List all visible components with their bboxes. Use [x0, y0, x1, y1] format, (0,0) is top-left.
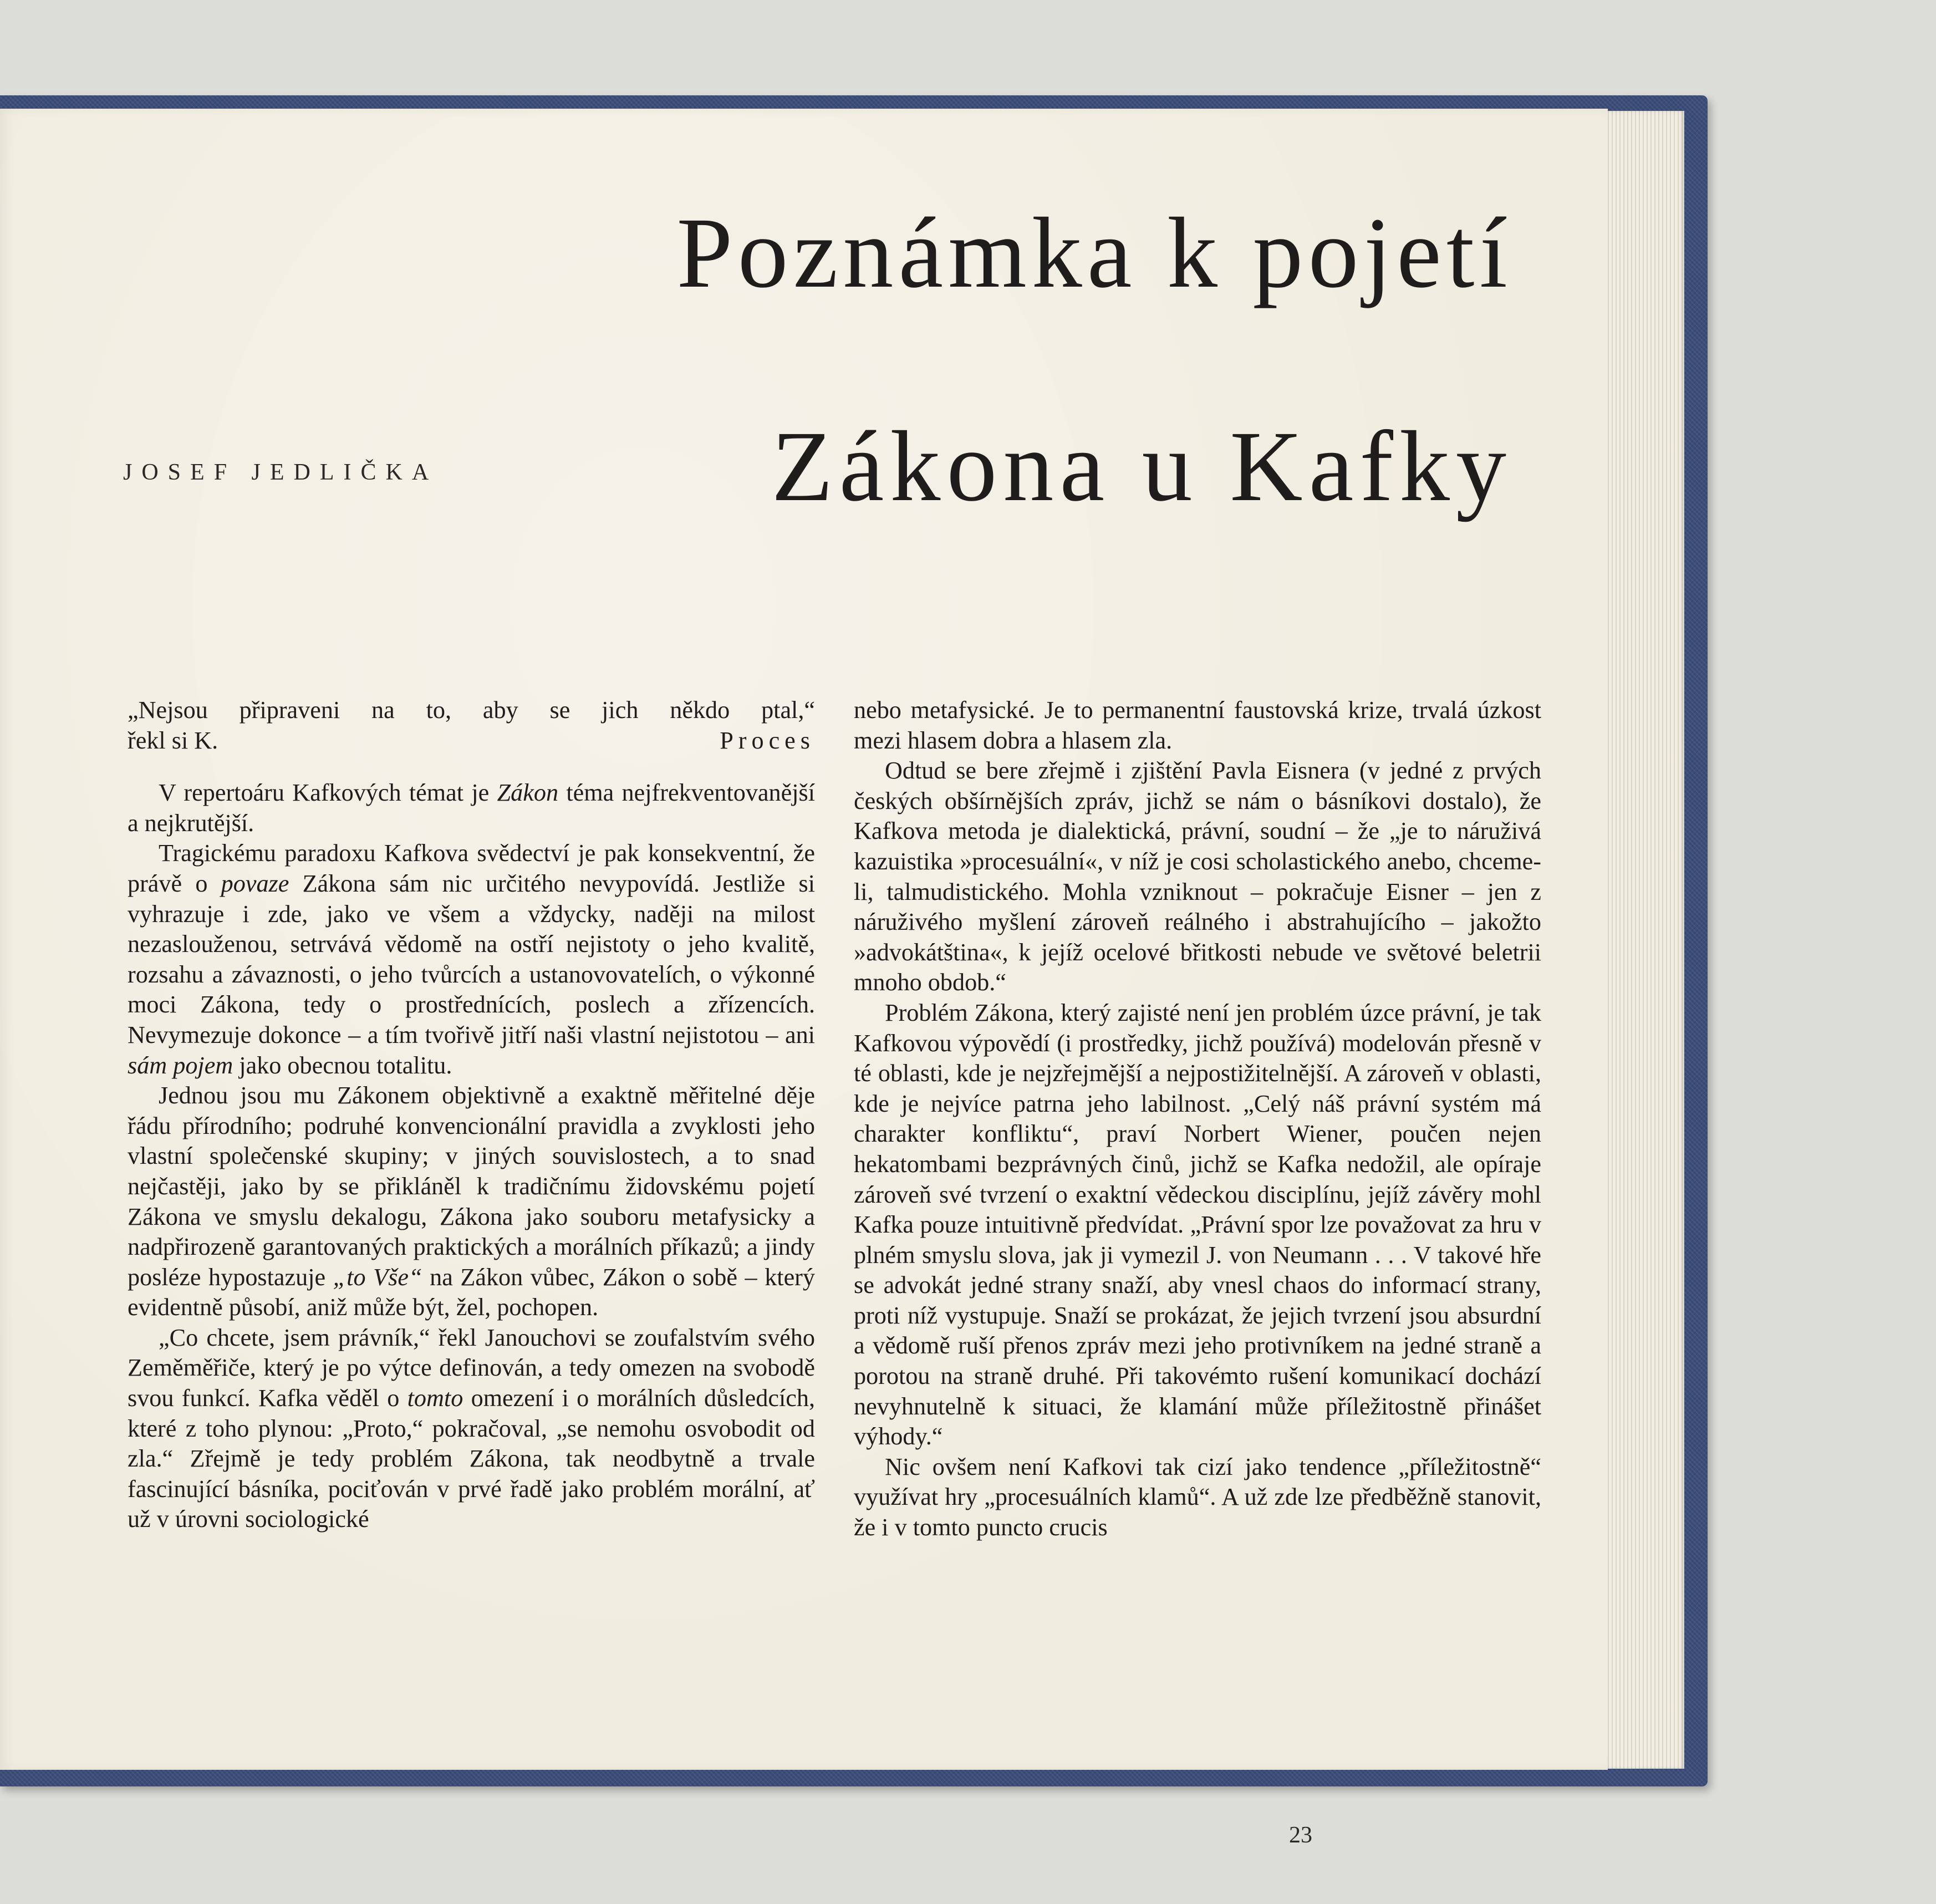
paragraph: Problém Zákona, který zajisté není jen problém úzce právní, je tak Kafkovou výpovědí (i prostředky, jichž používá) modelován přesně v té oblasti, kde je nejzřejmější a nejpostižitelnější. A zároveň v oblasti, kde je nejvíce patrna jeho labilnost. „Celý náš právní systém má charakter konfliktu“, praví Norbert Wiener, poučen nejen hekatombami bezprávných činů, jichž se Kafka nedožil, ale opíraje zároveň své tvrzení o exaktní vědeckou disciplínu, jejíž závěry mohl Kafka pouze intuitivně předvídat. „Právní spor lze považovat za hru v plném smyslu slova, jak ji vymezil J. von Neumann . . . V takové hře se advokát jedné strany snaží, aby vnesl chaos do informací strany, proti níž vystupuje. Snaží se prokázat, že jejich tvrzení jsou absurdní a vědomě ruší přenos zpráv mezi jeho protivníkem na jedné straně a porotou na straně druhé. Při takovémto rušení komunikací dochází nevyhnutelně k situaci, že klamání může příležitostně přinášet výhody.“	[854, 999, 1541, 1450]
article-title-line-2: Zákona u Kafky	[771, 411, 1512, 522]
motto-source: Proces	[720, 726, 815, 754]
motto-quote: „Nejsou připraveni na to, aby se jich někdo ptal,“	[128, 696, 815, 724]
text-column-right	[854, 695, 1541, 1543]
page-number: 23	[1289, 1822, 1312, 1848]
paragraph: Tragickému paradoxu Kafkova svědectví je pak konsekventní, že právě o povaze Zákona sám nic určitého nevypovídá. Jestliže si vyhrazuje i zde, jako ve všem a vždycky, naději na milost nezaslouženou, setrvává vědomě na ostří nejistoty o jeho kvalitě, rozsahu a závaznosti, o jeho tvůrcích a ustanovovatelích, o výkonné moci Zákona, tedy o prostřednících, poslech a zřízencích. Nevymezuje dokonce – a tím tvořivě jitří naši vlastní nejistotou – ani sám pojem jako obecnou totalitu.	[128, 839, 816, 1079]
text-column-left	[128, 695, 815, 1535]
paragraph: nebo metafysické. Je to permanentní faustovská krize, trvalá úzkost mezi hlasem dobra a hlasem zla.	[854, 696, 1541, 754]
paragraph: „Co chcete, jsem právník,“ řekl Janouchovi se zoufalstvím svého Zeměměřiče, který je po výtce definován, a tedy omezen na svobodě svou funkcí. Kafka věděl o tomto omezení i o morálních důsledcích, které z toho plynou: „Proto,“ pokračoval, „se nemohu osvobodit od zla.“ Zřejmě je tedy problém Zákona, tak neodbytně a trvale fascinující básníka, pociťován v prvé řadě jako problém morální, ať už v úrovni sociologické	[128, 1323, 815, 1533]
paragraph: V repertoáru Kafkových témat je Zákon téma nejfrekventovanější a nejkrutější.	[128, 779, 815, 837]
author-name: JOSEF JEDLIČKA	[123, 460, 439, 485]
paragraph: Odtud se bere zřejmě i zjištění Pavla Eisnera (v jedné z prvých českých obšírnějších zpráv, jichž se nám o básníkovi dostalo), že Kafkova metoda je dialektická, právní, soudní – že „je to náruživá kazuistika »procesuální«, v níž je cosi scholastického anebo, chceme-li, talmudistického. Mohla vzniknout – pokračuje Eisner – jen z náruživého myšlení zároveň reálného i abstrahujícího – jakožto »advokátština«, k jejíž ocelové břitkosti nebude ve světové beletrii mnoho obdob.“	[854, 757, 1541, 996]
book-page	[0, 109, 1608, 1848]
article-title-line-1: Poznámka k pojetí	[676, 197, 1512, 309]
motto-speaker: řekl si K.	[128, 726, 218, 754]
paragraph: Nic ovšem není Kafkovi tak cizí jako tendence „příležitostně“ využívat hry „procesuálních klamů“. A už zde lze předběžně stanovit, že i v tomto puncto crucis	[854, 1453, 1541, 1541]
paragraph: Jednou jsou mu Zákonem objektivně a exaktně měřitelné děje řádu přírodního; podruhé konvencionální pravidla a zvyklosti jeho vlastní společenské skupiny; v jiných souvislostech, a to snad nejčastěji, jako by se přikláněl k tradičnímu židovskému pojetí Zákona ve smyslu dekalogu, Zákona jako souboru metafysicky a nadpřirozeně garantovaných praktických a morálních příkazů; a jindy posléze hypostazuje „to Vše“ na Zákon vůbec, Zákon o sobě – který evidentně působí, aniž může být, žel, pochopen.	[128, 1082, 815, 1321]
page-edges	[1601, 111, 1684, 1769]
motto-attribution	[128, 726, 815, 756]
